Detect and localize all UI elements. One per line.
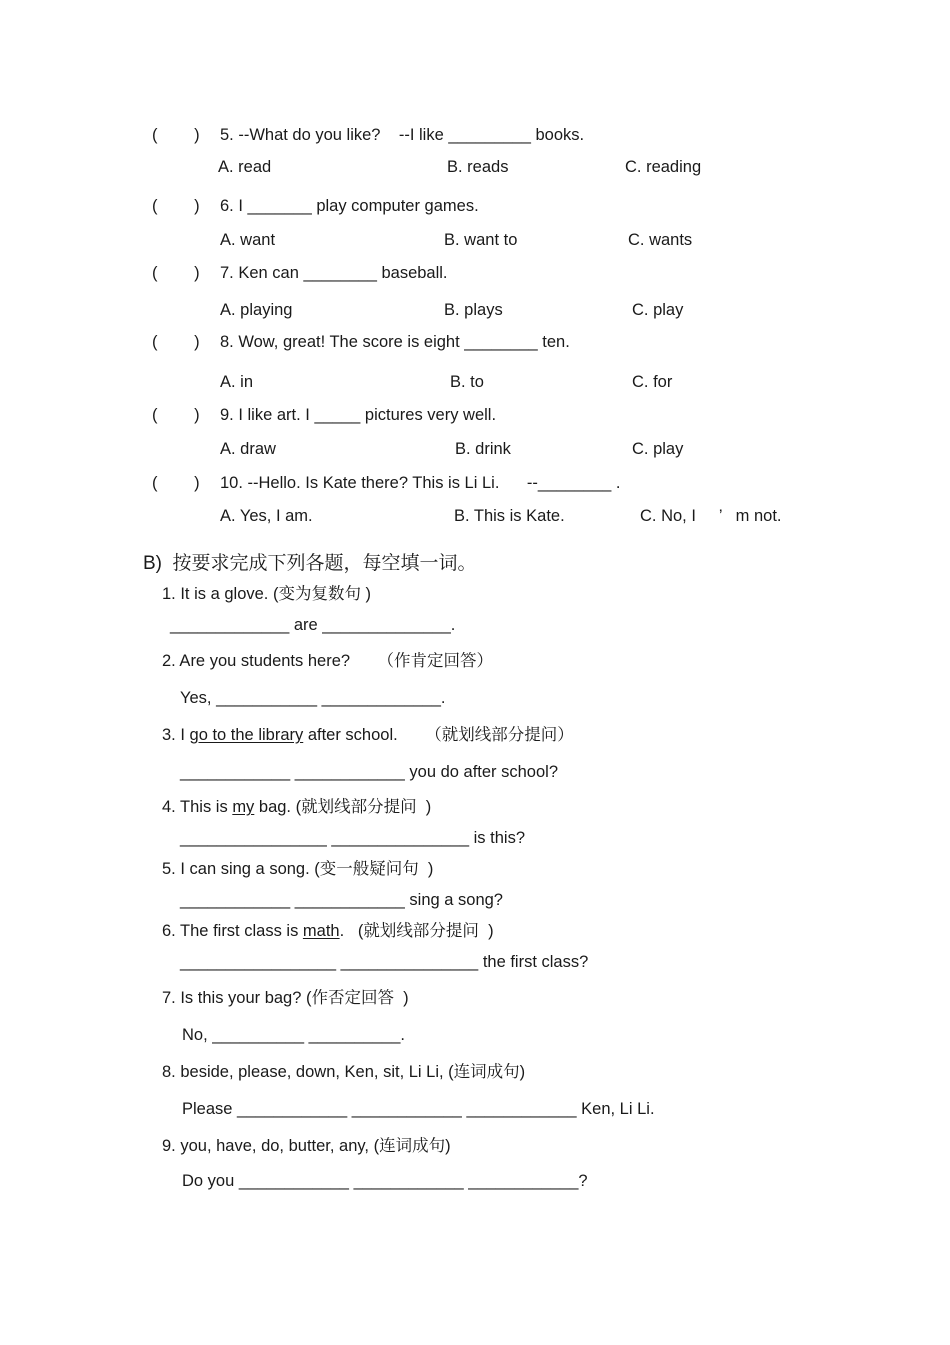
option-a[interactable]: A. in bbox=[220, 373, 254, 391]
item-question: 1. It is a glove. (变为复数句 ) bbox=[162, 585, 372, 603]
item-question: 7. Is this your bag? (作否定回答 ) bbox=[162, 989, 409, 1007]
option-c[interactable]: C. wants bbox=[628, 231, 693, 249]
question-prefix: 3. I bbox=[162, 726, 190, 744]
item-question bbox=[162, 921, 494, 941]
option-a[interactable]: A. want bbox=[220, 231, 276, 249]
question-text: 6. I _______ play computer games. bbox=[220, 197, 479, 215]
question-text: 7. Ken can ________ baseball. bbox=[220, 264, 448, 282]
answer-blanks[interactable]: Do you ____________ ____________ ____________? bbox=[182, 1172, 588, 1190]
answer-blanks[interactable]: Yes, ___________ _____________. bbox=[180, 689, 446, 707]
option-c[interactable]: C. play bbox=[632, 440, 684, 458]
answer-blanks[interactable]: _____________ are ______________. bbox=[170, 616, 456, 634]
option-b[interactable]: B. plays bbox=[444, 301, 503, 319]
option-b[interactable]: B. want to bbox=[444, 231, 518, 249]
question-suffix: . (就划线部分提问 ) bbox=[339, 922, 494, 940]
item-question: 2. Are you students here? （作肯定回答） bbox=[162, 652, 494, 670]
question-text: 9. I like art. I _____ pictures very well. bbox=[220, 406, 497, 424]
option-c[interactable]: C. play bbox=[632, 301, 684, 319]
question-text: 5. --What do you like? --I like _________ books. bbox=[220, 126, 585, 144]
section-b-title: B) 按要求完成下列各题，每空填一词。 bbox=[143, 553, 477, 574]
option-a[interactable]: A. playing bbox=[220, 301, 293, 319]
answer-blanks[interactable]: _________________ _______________ the first class? bbox=[180, 953, 589, 971]
option-a[interactable]: A. read bbox=[218, 158, 272, 176]
option-a[interactable]: A. Yes, I am. bbox=[220, 507, 313, 525]
item-question bbox=[162, 725, 574, 745]
answer-bracket[interactable]: ( ) bbox=[152, 406, 200, 424]
option-c[interactable]: C. reading bbox=[625, 158, 702, 176]
underlined-phrase: math bbox=[302, 922, 340, 940]
option-b[interactable]: B. to bbox=[450, 373, 484, 391]
answer-bracket[interactable]: ( ) bbox=[152, 264, 200, 282]
item-question: 5. I can sing a song. (变一般疑问句 ) bbox=[162, 860, 434, 878]
item-question bbox=[162, 797, 431, 817]
question-text: 10. --Hello. Is Kate there? This is Li Li. --________ . bbox=[220, 474, 621, 492]
question-prefix: 6. The first class is bbox=[162, 922, 303, 940]
answer-bracket[interactable]: ( ) bbox=[152, 474, 200, 492]
answer-blanks[interactable]: Please ____________ ____________ ____________ Ken, Li Li. bbox=[182, 1100, 655, 1118]
answer-bracket[interactable]: ( ) bbox=[152, 197, 200, 215]
answer-blanks[interactable]: ____________ ____________ you do after school? bbox=[180, 763, 559, 781]
option-b[interactable]: B. drink bbox=[455, 440, 511, 458]
option-c[interactable]: C. No, I ’ m not. bbox=[640, 507, 782, 525]
option-b[interactable]: B. reads bbox=[447, 158, 509, 176]
option-a[interactable]: A. draw bbox=[220, 440, 276, 458]
answer-blanks[interactable]: ________________ _______________ is this? bbox=[180, 829, 525, 847]
question-suffix: bag. (就划线部分提问 ) bbox=[254, 798, 432, 816]
answer-bracket[interactable]: ( ) bbox=[152, 333, 200, 351]
answer-blanks[interactable]: No, __________ __________. bbox=[182, 1026, 405, 1044]
underlined-phrase: my bbox=[232, 798, 255, 816]
question-prefix: 4. This is bbox=[162, 798, 233, 816]
option-b[interactable]: B. This is Kate. bbox=[454, 507, 565, 525]
item-question: 9. you, have, do, butter, any, (连词成句) bbox=[162, 1137, 451, 1155]
question-suffix: after school. （就划线部分提问） bbox=[303, 726, 574, 744]
question-text: 8. Wow, great! The score is eight ________ ten. bbox=[220, 333, 570, 351]
answer-bracket[interactable]: ( ) bbox=[152, 126, 200, 144]
answer-blanks[interactable]: ____________ ____________ sing a song? bbox=[180, 891, 503, 909]
item-question: 8. beside, please, down, Ken, sit, Li Li, (连词成句) bbox=[162, 1063, 526, 1081]
option-c[interactable]: C. for bbox=[632, 373, 673, 391]
underlined-phrase: go to the library bbox=[189, 726, 304, 744]
